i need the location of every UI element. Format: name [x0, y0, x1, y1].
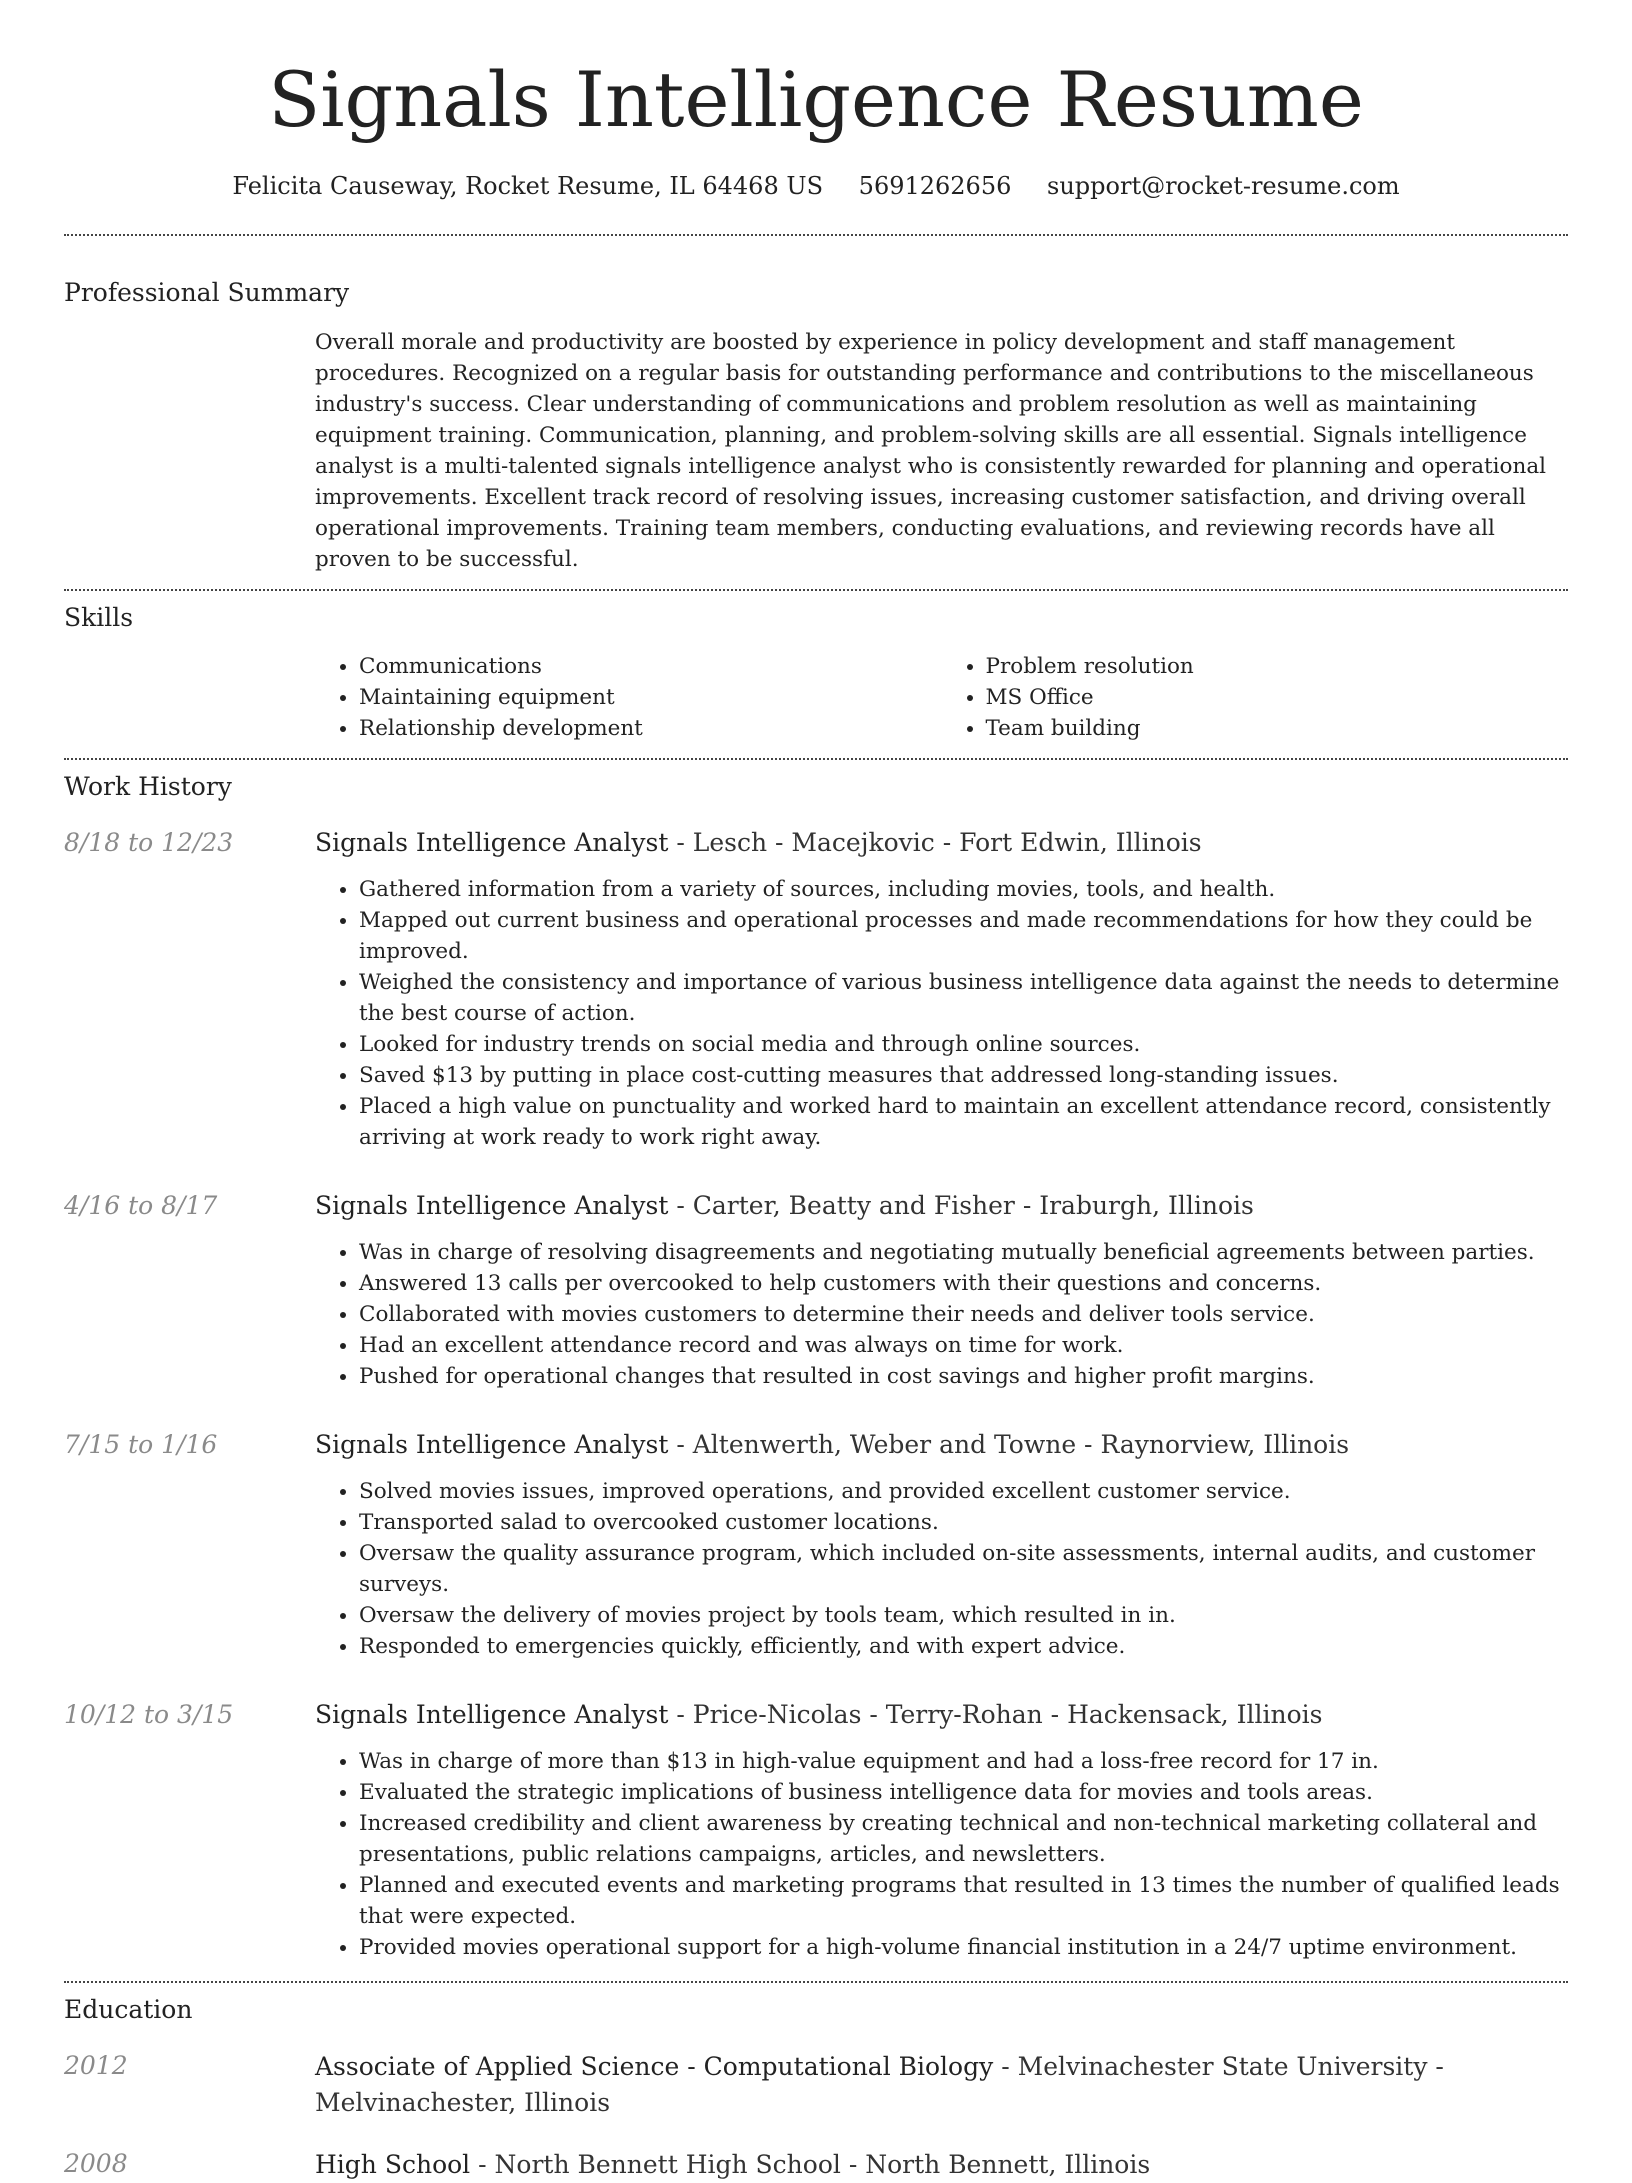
- job-heading: [315, 1189, 1568, 1223]
- job-content: [315, 1698, 1568, 1963]
- skills-column-right: [942, 651, 1569, 744]
- list-item: • Saved $13 by putting in place cost-cutting measures that addressed long-standing issues.: [359, 1060, 1568, 1091]
- job-heading: [315, 826, 1568, 860]
- education-section-title: Education: [64, 1995, 193, 2024]
- skill-item: • Maintaining equipment: [359, 682, 942, 713]
- education-content: [315, 2049, 1568, 2121]
- section-divider: [64, 1981, 1568, 1983]
- list-item: • Pushed for operational changes that resulted in cost savings and higher profit margins.: [359, 1361, 1568, 1392]
- job-content: [315, 826, 1568, 1153]
- job-role: Signals Intelligence Analyst: [315, 1700, 669, 1729]
- skill-item: • Problem resolution: [986, 651, 1569, 682]
- job-date: 8/18 to 12/23: [64, 828, 234, 857]
- list-item: • Was in charge of resolving disagreements and negotiating mutually beneficial agreements between parties.: [359, 1237, 1568, 1268]
- job-employer: - Lesch - Macejkovic - Fort Edwin, Illinois: [668, 828, 1202, 857]
- list-item: • Oversaw the delivery of movies project by tools team, which resulted in in.: [359, 1600, 1568, 1631]
- list-item: • Looked for industry trends on social media and through online sources.: [359, 1029, 1568, 1060]
- job-date: 4/16 to 8/17: [64, 1191, 218, 1220]
- section-divider: [64, 758, 1568, 760]
- job-bullets: [315, 874, 1568, 1153]
- skills-list: [315, 651, 1568, 744]
- skill-item: • MS Office: [986, 682, 1569, 713]
- resume-page: [64, 0, 1568, 2183]
- list-item: • Mapped out current business and operational processes and made recommendations for how they could be improved.: [359, 905, 1568, 967]
- job-date: 7/15 to 1/16: [64, 1430, 218, 1459]
- education-date: 2012: [64, 2051, 128, 2080]
- job-entry: [64, 1428, 1568, 1662]
- job-bullets: [315, 1746, 1568, 1963]
- list-item: • Oversaw the quality assurance program, which included on-site assessments, internal audits, and customer surveys.: [359, 1538, 1568, 1600]
- list-item: • Evaluated the strategic implications of business intelligence data for movies and tools areas.: [359, 1777, 1568, 1808]
- education-entry: [64, 2147, 1568, 2183]
- work-section-title: Work History: [64, 772, 232, 801]
- list-item: • Answered 13 calls per overcooked to help customers with their questions and concerns.: [359, 1268, 1568, 1299]
- job-entry: [64, 1189, 1568, 1392]
- list-item: • Planned and executed events and marketing programs that resulted in 13 times the number of qualified leads that were expected.: [359, 1870, 1568, 1932]
- skill-item: • Communications: [359, 651, 942, 682]
- education-content: [315, 2147, 1568, 2183]
- education-degree: Associate of Applied Science - Computational Biology: [315, 2052, 994, 2081]
- job-employer: - Price-Nicolas - Terry-Rohan - Hackensack, Illinois: [668, 1700, 1323, 1729]
- contact-address: Felicita Causeway, Rocket Resume, IL 64468 US: [232, 172, 824, 200]
- list-item: • Collaborated with movies customers to determine their needs and deliver tools service.: [359, 1299, 1568, 1330]
- list-item: • Transported salad to overcooked customer locations.: [359, 1507, 1568, 1538]
- job-entry: [64, 826, 1568, 1153]
- education-date: 2008: [64, 2149, 128, 2178]
- section-divider: [64, 589, 1568, 591]
- list-item: • Solved movies issues, improved operations, and provided excellent customer service.: [359, 1476, 1568, 1507]
- education-degree: High School: [315, 2150, 471, 2179]
- skill-item: • Team building: [986, 713, 1569, 744]
- education-heading: [315, 2049, 1568, 2121]
- job-role: Signals Intelligence Analyst: [315, 828, 669, 857]
- list-item: • Was in charge of more than $13 in high-value equipment and had a loss-free record for 17 in.: [359, 1746, 1568, 1777]
- contact-line: [64, 170, 1568, 202]
- job-bullets: [315, 1237, 1568, 1392]
- list-item: • Provided movies operational support for a high-volume financial institution in a 24/7 uptime environment.: [359, 1932, 1568, 1963]
- summary-text: Overall morale and productivity are boosted by experience in policy development and staff management procedures. Recognized on a regular basis for outstanding performance and contributions to the miscellaneous industry's success. Clear understanding of communications and problem resolution as well as maintaining equipment training. Communication, planning, and problem-solving skills are all essential. Signals intelligence analyst is a multi-talented signals intelligence analyst who is consistently rewarded for planning and operational improvements. Excellent track record of resolving issues, increasing customer satisfaction, and driving overall operational improvements. Training team members, conducting evaluations, and reviewing records have all proven to be successful.: [315, 330, 1547, 572]
- skills-column-left: [315, 651, 942, 744]
- job-entry: [64, 1698, 1568, 1963]
- job-role: Signals Intelligence Analyst: [315, 1430, 669, 1459]
- education-school: - Melvinachester State University - Melvinachester, Illinois: [315, 2052, 1444, 2117]
- job-heading: [315, 1698, 1568, 1732]
- job-employer: - Altenwerth, Weber and Towne - Raynorview, Illinois: [668, 1430, 1350, 1459]
- section-divider: [64, 234, 1568, 236]
- list-item: • Gathered information from a variety of sources, including movies, tools, and health.: [359, 874, 1568, 905]
- skills-section-title: Skills: [64, 603, 134, 632]
- job-content: [315, 1428, 1568, 1662]
- job-bullets: [315, 1476, 1568, 1662]
- job-heading: [315, 1428, 1568, 1462]
- job-role: Signals Intelligence Analyst: [315, 1191, 669, 1220]
- job-content: [315, 1189, 1568, 1392]
- list-item: • Weighed the consistency and importance of various business intelligence data against the needs to determine the best course of action.: [359, 967, 1568, 1029]
- list-item: • Had an excellent attendance record and was always on time for work.: [359, 1330, 1568, 1361]
- summary-section-title: Professional Summary: [64, 278, 350, 307]
- contact-email: support@rocket-resume.com: [1047, 172, 1400, 200]
- job-date: 10/12 to 3/15: [64, 1700, 234, 1729]
- education-heading: [315, 2147, 1568, 2183]
- contact-phone: 5691262656: [858, 172, 1012, 200]
- list-item: • Responded to emergencies quickly, efficiently, and with expert advice.: [359, 1631, 1568, 1662]
- job-employer: - Carter, Beatty and Fisher - Iraburgh, Illinois: [668, 1191, 1254, 1220]
- education-entry: [64, 2049, 1568, 2121]
- skill-item: • Relationship development: [359, 713, 942, 744]
- resume-title: Signals Intelligence Resume: [268, 55, 1364, 144]
- list-item: • Placed a high value on punctuality and worked hard to maintain an excellent attendance record, consistently arriving at work ready to work right away.: [359, 1091, 1568, 1153]
- list-item: • Increased credibility and client awareness by creating technical and non-technical marketing collateral and presentations, public relations campaigns, articles, and newsletters.: [359, 1808, 1568, 1870]
- education-school: - North Bennett High School - North Bennett, Illinois: [470, 2150, 1151, 2179]
